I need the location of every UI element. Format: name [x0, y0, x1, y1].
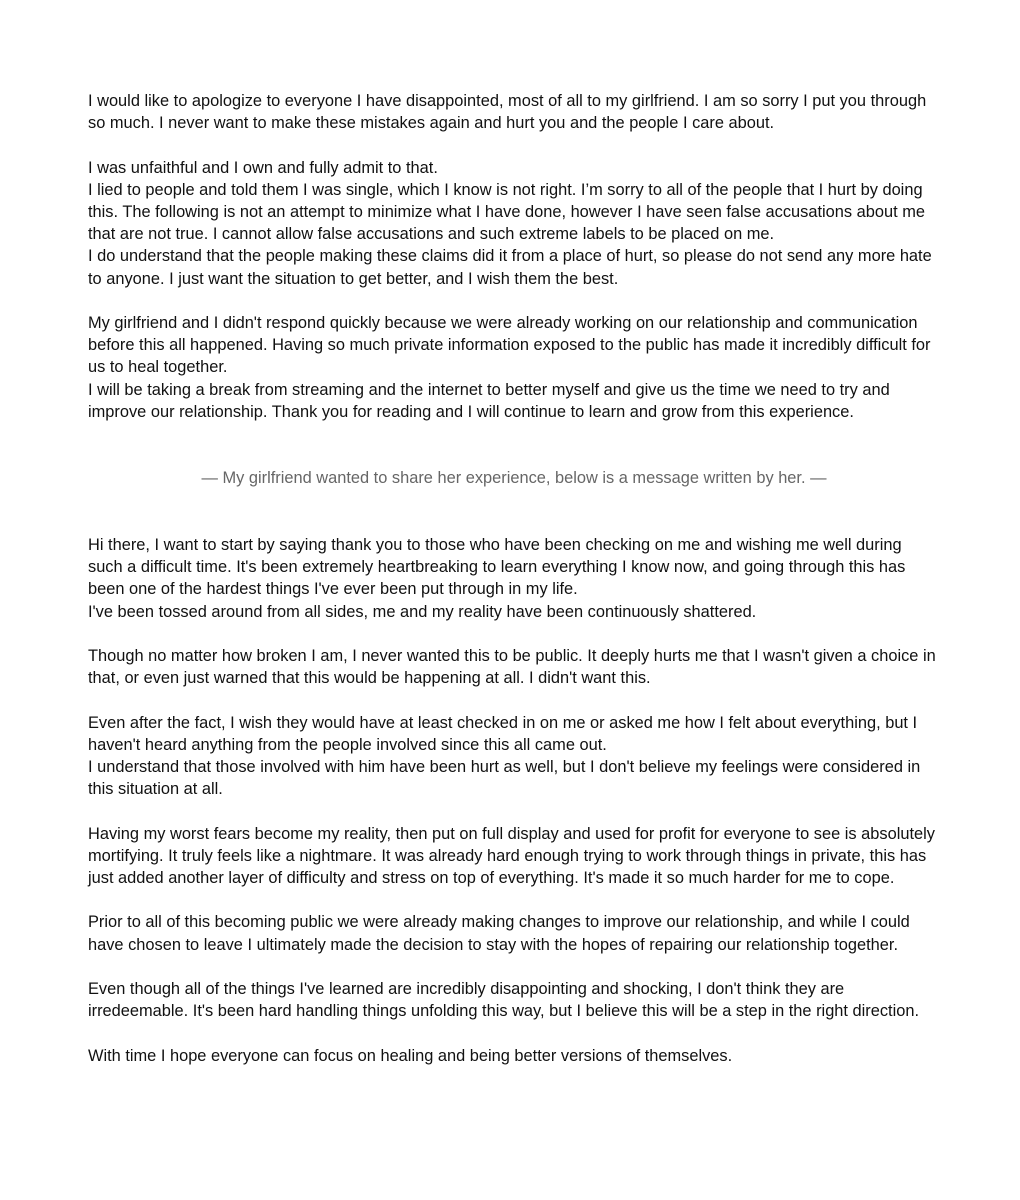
apology-paragraph-1: I would like to apologize to everyone I have disappointed, most of all to my girlfriend. I am so sorry I put you through so much. I never want to make these mistakes again and hurt you and the people I care about. [88, 92, 927, 133]
message-paragraph-1: Hi there, I want to start by saying thank you to those who have been checking on me and wishing me well during such a difficult time. It's been extremely heartbreaking to learn everything I know now, and going through this has been one of the hardest things I've ever been put through in my life. I've been tossed around from all sides, me and my reality have been continuously shattered. [88, 536, 906, 621]
message-paragraph-4: Having my worst fears become my reality, then put on full display and used for profit for everyone to see is absolutely mortifying. It truly feels like a nightmare. It was already hard enough trying to work through things in private, this has just added another layer of difficulty and stress on top of everything. It's made it so much harder for me to cope. [88, 824, 935, 888]
girlfriend-message-section [88, 534, 940, 1067]
message-paragraph-6: Even though all of the things I've learned are incredibly disappointing and shocking, I don't think they are irredeemable. It's been hard handling things unfolding this way, but I believe this will be a step in the right direction. [88, 980, 920, 1021]
message-paragraph-3: Even after the fact, I wish they would have at least checked in on me or asked me how I felt about everything, but I haven't heard anything from the people involved since this all came out. I understand that those involved with him have been hurt as well, but I don't believe my feelings were considered in this situation at all. [88, 713, 921, 799]
section-divider-caption: — My girlfriend wanted to share her experience, below is a message written by her. — [201, 469, 827, 488]
apology-paragraph-2: I was unfaithful and I own and fully admit to that. I lied to people and told them I was single, which I know is not right. I’m sorry to all of the people that I hurt by doing this. The following is not an attempt to minimize what I have done, however I have seen false accusations about me that are not true. I cannot allow false accusations and such extreme labels to be placed on me. I do understand that the people making these claims did it from a place of hurt, so please do not send any more hate to anyone. I just want the situation to get better, and I wish them the best. [88, 158, 932, 288]
message-paragraph-5: Prior to all of this becoming public we were already making changes to improve our relationship, and while I could have chosen to leave I ultimately made the decision to stay with the hopes of repairing our relationship together. [88, 913, 910, 954]
message-paragraph-7: With time I hope everyone can focus on healing and being better versions of themselves. [88, 1046, 733, 1065]
message-paragraph-2: Though no matter how broken I am, I never wanted this to be public. It deeply hurts me that I wasn't given a choice in that, or even just warned that this would be happening at all. I didn't want this. [88, 647, 936, 688]
apology-section [88, 90, 940, 423]
apology-paragraph-3: My girlfriend and I didn't respond quickly because we were already working on our relationship and communication before this all happened. Having so much private information exposed to the public has made it incredibly difficult for us to heal together. I will be taking a break from streaming and the internet to better myself and give us the time we need to try and improve our relationship. Thank you for reading and I will continue to learn and grow from this experience. [88, 314, 931, 421]
